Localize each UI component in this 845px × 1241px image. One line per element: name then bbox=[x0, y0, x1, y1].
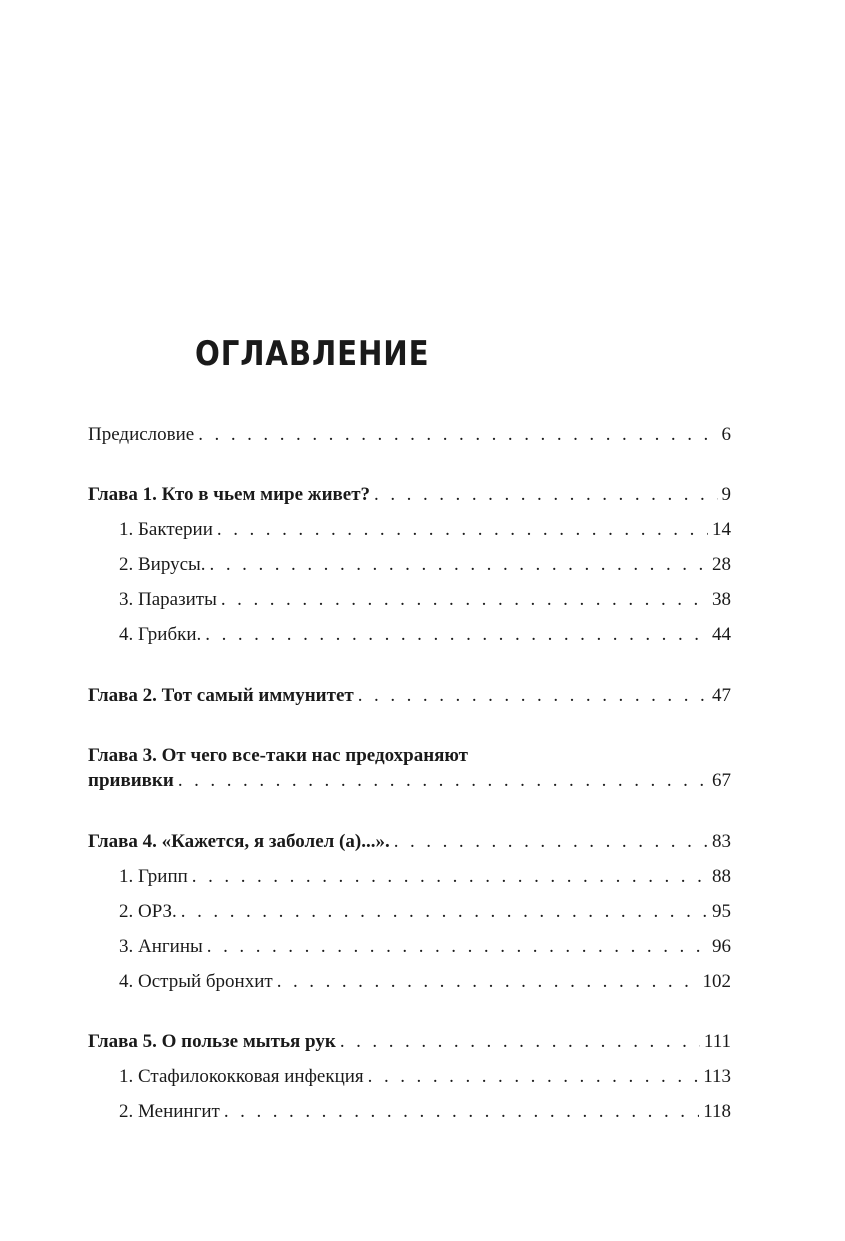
dot-leader bbox=[181, 898, 708, 926]
toc-entry-label: Глава 1. Кто в чьем мире живет? bbox=[88, 484, 371, 505]
toc-entry-label: Глава 5. О пользе мытья рук bbox=[88, 1031, 336, 1052]
toc-entry-5-2[interactable] bbox=[119, 1098, 731, 1126]
dot-leader bbox=[198, 421, 717, 449]
toc-entry-label: 3. Ангины bbox=[119, 936, 203, 957]
toc-entry-label: Глава 4. «Кажется, я заболел (а)...». bbox=[88, 831, 390, 852]
toc-page-number: 83 bbox=[712, 831, 731, 852]
dot-leader bbox=[277, 968, 699, 996]
dot-leader bbox=[210, 551, 708, 579]
toc-page-number: 111 bbox=[703, 1031, 731, 1052]
toc-entry-label: 4. Острый бронхит bbox=[119, 971, 273, 992]
toc-page-number: 118 bbox=[703, 1101, 731, 1122]
toc-page-number: 113 bbox=[703, 1066, 731, 1087]
dot-leader bbox=[224, 1098, 699, 1126]
toc-entry-label: 1. Стафилококковая инфекция bbox=[119, 1066, 364, 1087]
toc-entry-4-3[interactable] bbox=[119, 933, 731, 961]
toc-entry-1-4[interactable] bbox=[119, 621, 731, 649]
toc-page-number: 14 bbox=[712, 519, 731, 540]
toc-entry-chapter-4[interactable] bbox=[88, 828, 731, 856]
dot-leader bbox=[221, 586, 708, 614]
toc-entry-4-4[interactable] bbox=[119, 968, 731, 996]
dot-leader bbox=[192, 863, 708, 891]
toc-entry-chapter-3-line-2[interactable] bbox=[88, 767, 731, 795]
toc-entry-chapter-3-line-1[interactable] bbox=[88, 742, 731, 770]
toc-entry-preface[interactable] bbox=[88, 421, 731, 449]
toc-entry-chapter-2[interactable] bbox=[88, 682, 731, 710]
toc-entry-label: Глава 3. От чего все-таки нас предохраняют bbox=[88, 745, 469, 766]
toc-page-number: 88 bbox=[712, 866, 731, 887]
toc-entry-chapter-1[interactable] bbox=[88, 481, 731, 509]
dot-leader bbox=[207, 933, 708, 961]
toc-page-number: 47 bbox=[712, 685, 731, 706]
toc-entry-5-1[interactable] bbox=[119, 1063, 731, 1091]
toc-page-number: 44 bbox=[712, 624, 731, 645]
dot-leader bbox=[394, 828, 708, 856]
toc-entry-label: 3. Паразиты bbox=[119, 589, 217, 610]
toc-entry-4-2[interactable] bbox=[119, 898, 731, 926]
toc-heading: ОГЛАВЛЕНИЕ bbox=[195, 334, 430, 374]
dot-leader bbox=[340, 1028, 700, 1056]
toc-page-number: 67 bbox=[712, 770, 731, 791]
toc-entry-label: Глава 2. Тот самый иммунитет bbox=[88, 685, 354, 706]
toc-entry-1-3[interactable] bbox=[119, 586, 731, 614]
toc-page-number: 6 bbox=[721, 424, 731, 445]
toc-page-number: 102 bbox=[702, 971, 731, 992]
dot-leader bbox=[374, 481, 717, 509]
toc-page-number: 9 bbox=[721, 484, 731, 505]
toc-page-number: 38 bbox=[712, 589, 731, 610]
dot-leader bbox=[178, 767, 708, 795]
toc-entry-4-1[interactable] bbox=[119, 863, 731, 891]
dot-leader bbox=[358, 682, 708, 710]
toc-entry-label: прививки bbox=[88, 770, 174, 791]
toc-page-number: 96 bbox=[712, 936, 731, 957]
toc-entry-label: 2. Вирусы. bbox=[119, 554, 206, 575]
toc-page-number: 95 bbox=[712, 901, 731, 922]
dot-leader bbox=[368, 1063, 700, 1091]
toc-entry-1-2[interactable] bbox=[119, 551, 731, 579]
toc-entry-label: 2. Менингит bbox=[119, 1101, 220, 1122]
dot-leader bbox=[217, 516, 708, 544]
toc-entry-label: 2. ОРЗ. bbox=[119, 901, 177, 922]
toc-entry-label: 1. Бактерии bbox=[119, 519, 213, 540]
toc-page-number: 28 bbox=[712, 554, 731, 575]
toc-entry-label: Предисловие bbox=[88, 424, 195, 445]
toc-entry-chapter-5[interactable] bbox=[88, 1028, 731, 1056]
toc-entry-1-1[interactable] bbox=[119, 516, 731, 544]
toc-entry-label: 4. Грибки. bbox=[119, 624, 202, 645]
dot-leader bbox=[205, 621, 708, 649]
toc-entry-label: 1. Грипп bbox=[119, 866, 188, 887]
